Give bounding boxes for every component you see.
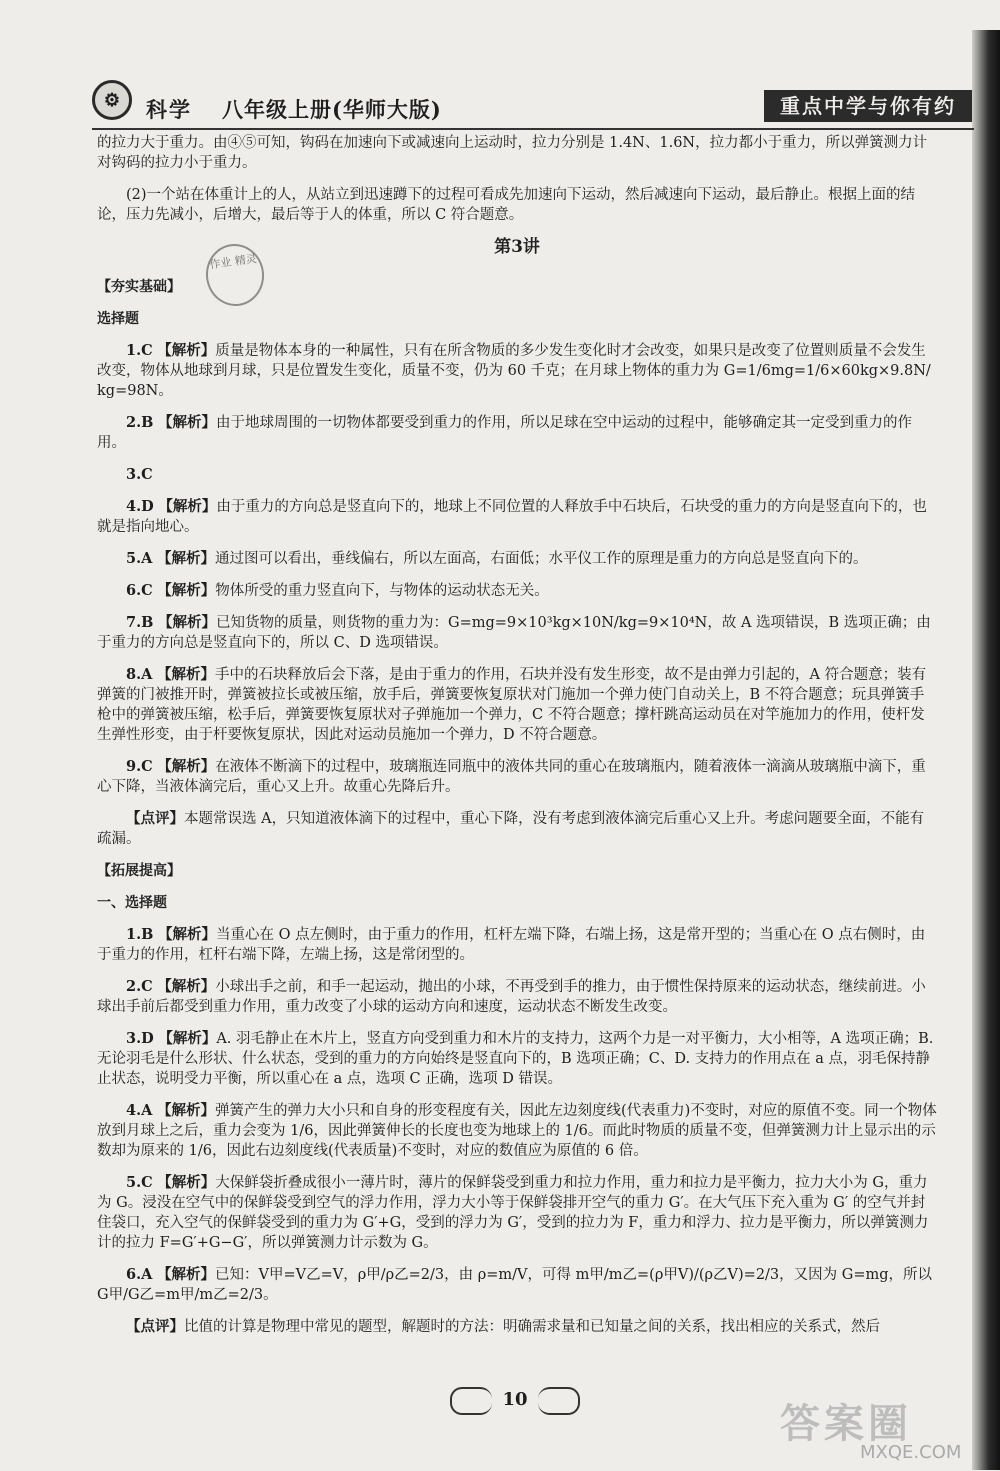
answer-item: [97, 665, 937, 745]
answer-number: 1.C: [126, 342, 153, 359]
analysis-tag: 【解析】: [157, 551, 215, 567]
analysis-tag: 【解析】: [157, 667, 215, 683]
answer-number: 5.A: [126, 550, 153, 567]
comment-tag: 【点评】: [126, 811, 184, 827]
header-rule: [92, 128, 974, 130]
analysis-tag: 【解析】: [157, 1103, 215, 1119]
answer-item: [97, 757, 937, 797]
answer-item: [97, 1029, 937, 1089]
answer-number: 3.D: [126, 1030, 154, 1047]
analysis-tag: 【解析】: [158, 615, 217, 631]
watermark-logo: 答案圈: [780, 1401, 912, 1447]
answer-text: 弹簧产生的弹力大小只和自身的形变程度有关，因此左边刻度线(代表重力)不变时，对应的原值不变。同一个物体放到月球上之后，重力会变为 1/6，因此弹簧伸长的长度也变为地球上的 1/6。而此时物质的质量不变，但弹簧测力计上显示出的示数却为原来的 1/6，因此右边刻度线(代表质量)不变时，对应的数值应为原值的 6 倍。: [97, 1103, 937, 1159]
page-body: [97, 133, 937, 1349]
answer-text: 大保鲜袋折叠成很小一薄片时，薄片的保鲜袋受到重力和拉力作用，重力和拉力是平衡力，拉力大小为 G，重力为 G。浸没在空气中的保鲜袋受到空气的浮力作用，浮力大小等于保鲜袋排开空气的重力 G′。在大气压下充入重为 G′ 的空气并封住袋口，充入空气的保鲜袋受到的重力为 G′+G，受到的浮力为 G′，受到的拉力为 F，重力和浮力、拉力是平衡力，所以弹簧测力计的拉力 F=G′+G−G′，所以弹簧测力计示数为 G。: [97, 1175, 929, 1251]
answer-item: [97, 497, 937, 537]
answer-text: 质量是物体本身的一种属性，只有在所含物质的多少发生变化时才会改变，如果只是改变了位置则质量不会发生改变，物体从地球到月球，只是位置发生变化，质量不变，仍为 60 千克；在月球上物体的重力为 G=1/6mg=1/6×60kg×9.8N/kg=98N。: [97, 343, 931, 399]
answer-text: 物体所受的重力竖直向下，与物体的运动状态无关。: [215, 583, 549, 599]
answer-item: [97, 1173, 937, 1253]
comment-text: 比值的计算是物理中常见的题型，解题时的方法：明确需求量和已知量之间的关系，找出相应的关系式，然后: [184, 1319, 880, 1335]
answer-text: 手中的石块释放后会下落，是由于重力的作用，石块并没有发生形变，故不是由弹力引起的，A 符合题意；装有弹簧的门被推开时，弹簧被拉长或被压缩，放手后，弹簧要恢复原状对门施加一个弹力使门自动关上，B 不符合题意；玩具弹簧手枪中的弹簧被压缩，松手后，弹簧要恢复原状对子弹施加一个弹力，C 不符合题意；撑杆跳高运动员在对竿施加力的作用，使杆发生弹性形变，由于杆要恢复原状，因此对运动员施加一个弹力，D 不符合题意。: [97, 667, 927, 743]
answer-item: [97, 977, 937, 1017]
comment-tag: 【点评】: [126, 1319, 184, 1335]
answer-item: [97, 1265, 937, 1305]
answer-text: 当重心在 O 点左侧时，由于重力的作用，杠杆左端下降，右端上扬，这是常开型的；当重心在 O 点右侧时，由于重力的作用，杠杆右端下降，左端上扬，这是常闭型的。: [97, 927, 926, 963]
subject-label: 科学: [146, 97, 192, 122]
answer-item: [97, 581, 937, 601]
answer-item: [97, 413, 937, 453]
answer-text: A. 羽毛静止在木片上，竖直方向受到重力和木片的支持力，这两个力是一对平衡力，大小相等，A 选项正确；B. 无论羽毛是什么形状、什么状态，受到的重力的方向始终是竖直向下的，B 选项正确；C、D. 支持力的作用点在 a 点，羽毛保持静止状态，说明受力平衡，所以重心在 a 点，选项 C 正确，选项 D 错误。: [97, 1031, 934, 1087]
analysis-tag: 【解析】: [157, 343, 216, 359]
answer-number: 6.A: [126, 1266, 153, 1283]
answer-number: 4.D: [126, 498, 154, 515]
book-title: 八年级上册(华师大版): [222, 97, 442, 122]
section-heading: 【夯实基础】: [97, 279, 181, 295]
book-spine-shadow: [972, 30, 1000, 1470]
answer-text: 在液体不断滴下的过程中，玻璃瓶连同瓶中的液体共同的重心在玻璃瓶内，随着液体一滴滴从玻璃瓶中滴下，重心下降，当液体滴完后，重心又上升。故重心先降后升。: [97, 759, 926, 795]
analysis-tag: 【解析】: [157, 583, 216, 599]
lecture-title: 第3讲: [494, 237, 540, 257]
bracket-right-icon: [538, 1387, 580, 1415]
section-heading: 【拓展提高】: [97, 863, 181, 879]
answer-list: [97, 341, 937, 797]
answer-item: [97, 613, 937, 653]
brand-banner: 重点中学与你有约: [764, 90, 972, 122]
answer-item: [97, 549, 937, 569]
comment-text: 本题常误选 A，只知道液体滴下的过程中，重心下降，没有考虑到液体滴完后重心又上升。考虑问题要全面，不能有疏漏。: [97, 811, 925, 847]
answer-text: 通过图可以看出，垂线偏右，所以左面高，右面低；水平仪工作的原理是重力的方向总是竖直向下的。: [215, 551, 868, 567]
bracket-left-icon: [450, 1387, 492, 1415]
analysis-tag: 【解析】: [158, 1031, 217, 1047]
analysis-tag: 【解析】: [158, 499, 217, 515]
analysis-tag: 【解析】: [157, 759, 216, 775]
stamp-seal: 作业 精灵: [202, 240, 268, 309]
page-header: [92, 80, 972, 128]
answer-text: 已知货物的质量，则货物的重力为：G=mg=9×10³kg×10N/kg=9×10⁴N，故 A 选项错误，B 选项正确；由于重力的方向总是竖直向下的，所以 C、D 选项错误。: [97, 615, 931, 651]
analysis-tag: 【解析】: [157, 1267, 215, 1283]
page-number: [450, 1385, 580, 1415]
answer-item: [97, 1101, 937, 1161]
answer-item: [97, 465, 937, 485]
answer-number: 5.C: [126, 1174, 153, 1191]
answer-number: 8.A: [126, 666, 153, 683]
answer-number: 4.A: [126, 1102, 153, 1119]
comment: [97, 1317, 937, 1337]
analysis-tag: 【解析】: [157, 979, 216, 995]
subsection-heading: 一、选择题: [97, 895, 167, 911]
page-number-text: 10: [502, 1389, 528, 1410]
answer-number: 3.C: [126, 466, 153, 483]
answer-number: 1.B: [126, 926, 154, 943]
answer-number: 2.B: [126, 414, 154, 431]
answer-number: 7.B: [126, 614, 154, 631]
analysis-tag: 【解析】: [158, 415, 217, 431]
answer-item: [97, 925, 937, 965]
analysis-tag: 【解析】: [158, 927, 217, 943]
watermark-url: MXQE.COM: [860, 1442, 962, 1463]
answer-text: 由于地球周围的一切物体都要受到重力的作用，所以足球在空中运动的过程中，能够确定其一定受到重力的作用。: [97, 415, 913, 451]
answer-number: 6.C: [126, 582, 153, 599]
answer-text: 小球出手之前，和手一起运动，抛出的小球，不再受到手的推力，由于惯性保持原来的运动状态，继续前进。小球出手前后都受到重力作用，重力改变了小球的运动方向和速度，运动状态不断发生改变。: [97, 979, 926, 1015]
analysis-tag: 【解析】: [157, 1175, 216, 1191]
answer-number: 2.C: [126, 978, 153, 995]
paragraph: 的拉力大于重力。由④⑤可知，钩码在加速向下或减速向上运动时，拉力分别是 1.4N、1.6N，拉力都小于重力，所以弹簧测力计对钩码的拉力小于重力。: [97, 135, 928, 171]
answer-item: [97, 341, 937, 401]
answer-text: 由于重力的方向总是竖直向下的，地球上不同位置的人释放手中石块后，石块受的重力的方向是竖直向下的，也就是指向地心。: [97, 499, 927, 535]
subsection-heading: 选择题: [97, 311, 139, 327]
paragraph: (2)一个站在体重计上的人，从站立到迅速蹲下的过程可看成先加速向下运动，然后减速向下运动，最后静止。根据上面的结论，压力先减小，后增大，最后等于人的体重，所以 C 符合题意。: [97, 187, 916, 223]
school-logo-icon: ⚙: [92, 80, 132, 120]
comment: [97, 809, 937, 849]
answer-list: [97, 925, 937, 1305]
answer-number: 9.C: [126, 758, 153, 775]
answer-text: 已知：V甲=V乙=V，ρ甲/ρ乙=2/3，由 ρ=m/V，可得 m甲/m乙=(ρ甲V)/(ρ乙V)=2/3，又因为 G=mg，所以 G甲/G乙=m甲/m乙=2/3。: [97, 1267, 933, 1303]
